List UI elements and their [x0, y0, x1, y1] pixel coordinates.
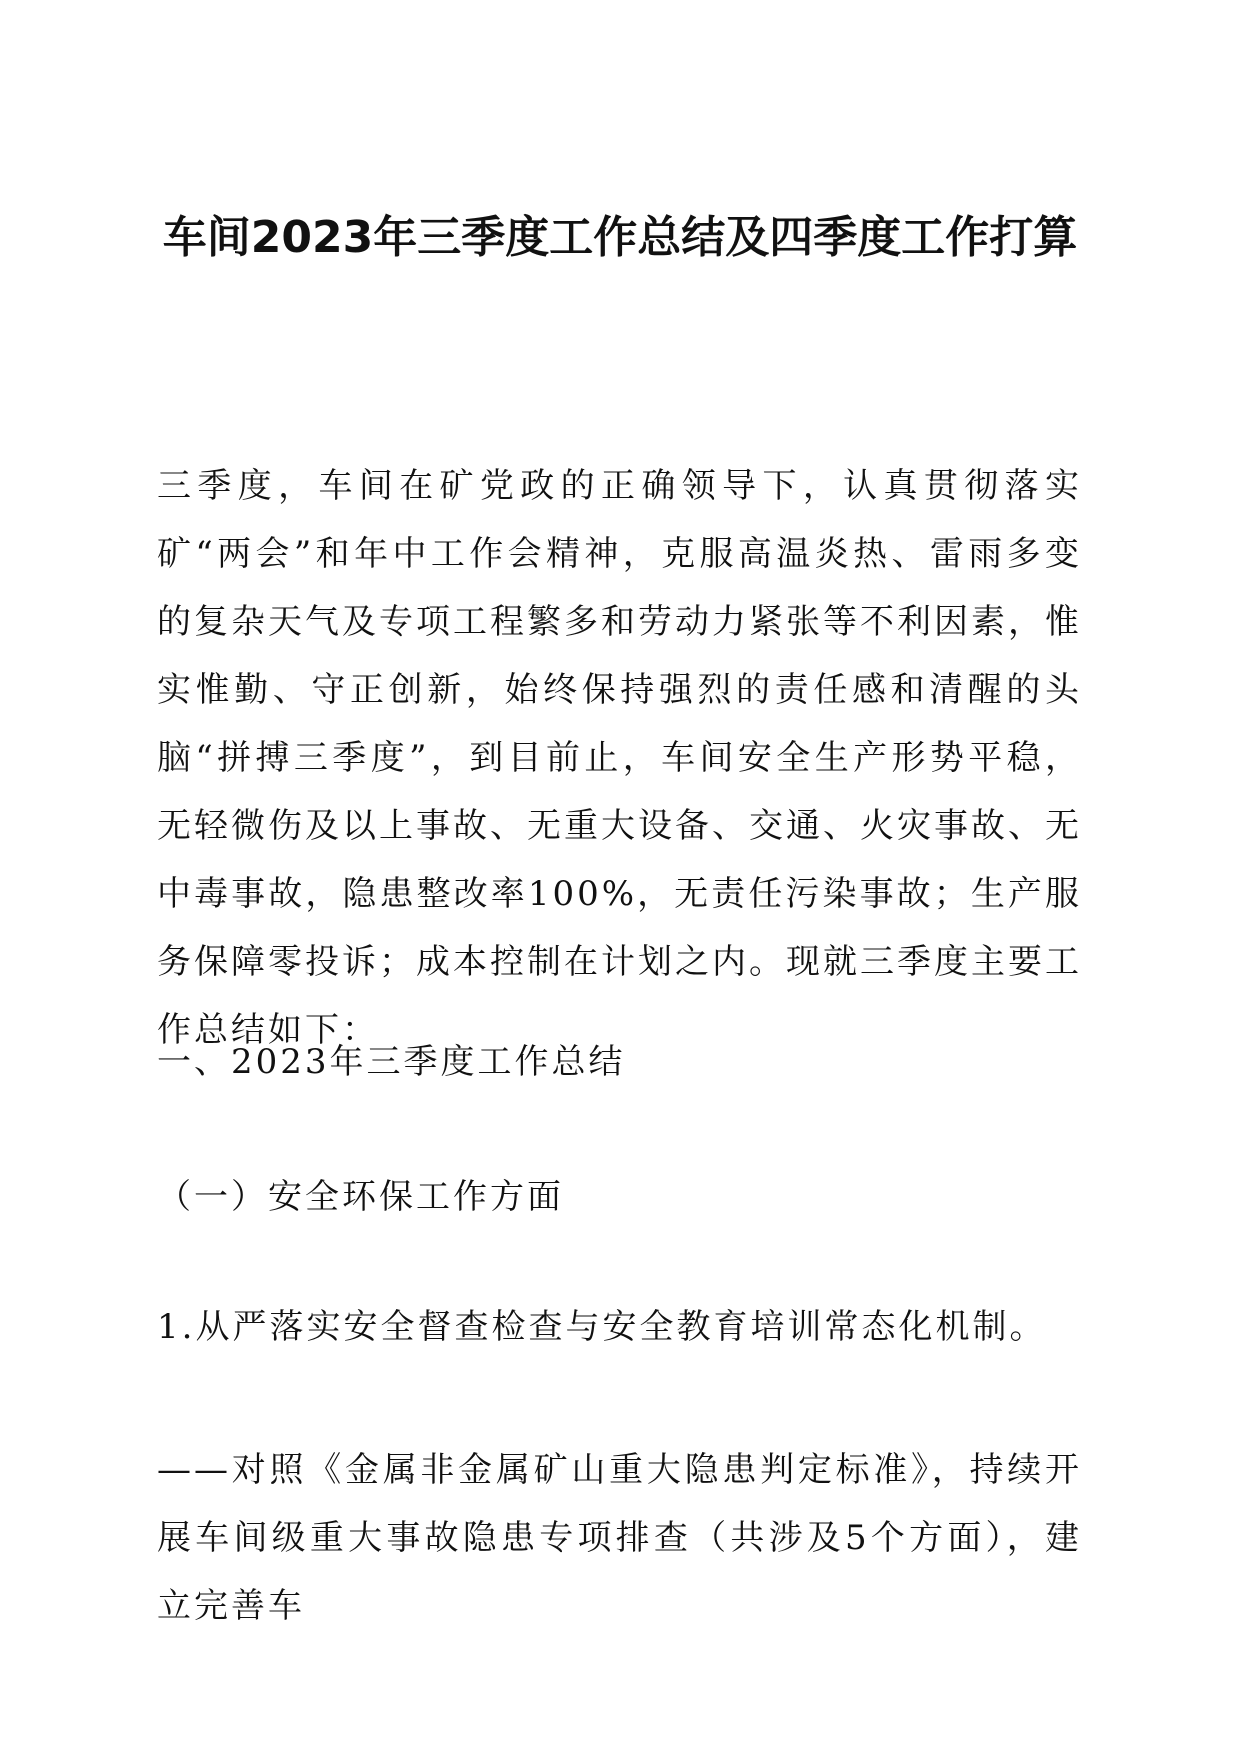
- intro-paragraph: 三季度，车间在矿党政的正确领导下，认真贯彻落实矿“两会”和年中工作会精神，克服高温炎热、雷雨多变的复杂天气及专项工程繁多和劳动力紧张等不利因素，惟实惟勤、守正创新，始终保持强烈的责任感和清醒的头脑“拼搏三季度”，到目前止，车间安全生产形势平稳，无轻微伤及以上事故、无重大设备、交通、火灾事故、无中毒事故，隐患整改率100%，无责任污染事故；生产服务保障零投诉；成本控制在计划之内。现就三季度主要工作总结如下：: [157, 466, 1082, 1050]
- item-paragraph: ——对照《金属非金属矿山重大隐患判定标准》，持续开展车间级重大事故隐患专项排查（共涉及5个方面），建立完善车: [157, 1450, 1082, 1626]
- section-heading: 一、2023年三季度工作总结: [157, 1042, 626, 1082]
- subsection-heading: （一）安全环保工作方面: [157, 1177, 564, 1217]
- document-title: 车间2023年三季度工作总结及四季度工作打算: [162, 212, 1078, 263]
- item-heading: 1.从严落实安全督查检查与安全教育培训常态化机制。: [157, 1307, 1047, 1347]
